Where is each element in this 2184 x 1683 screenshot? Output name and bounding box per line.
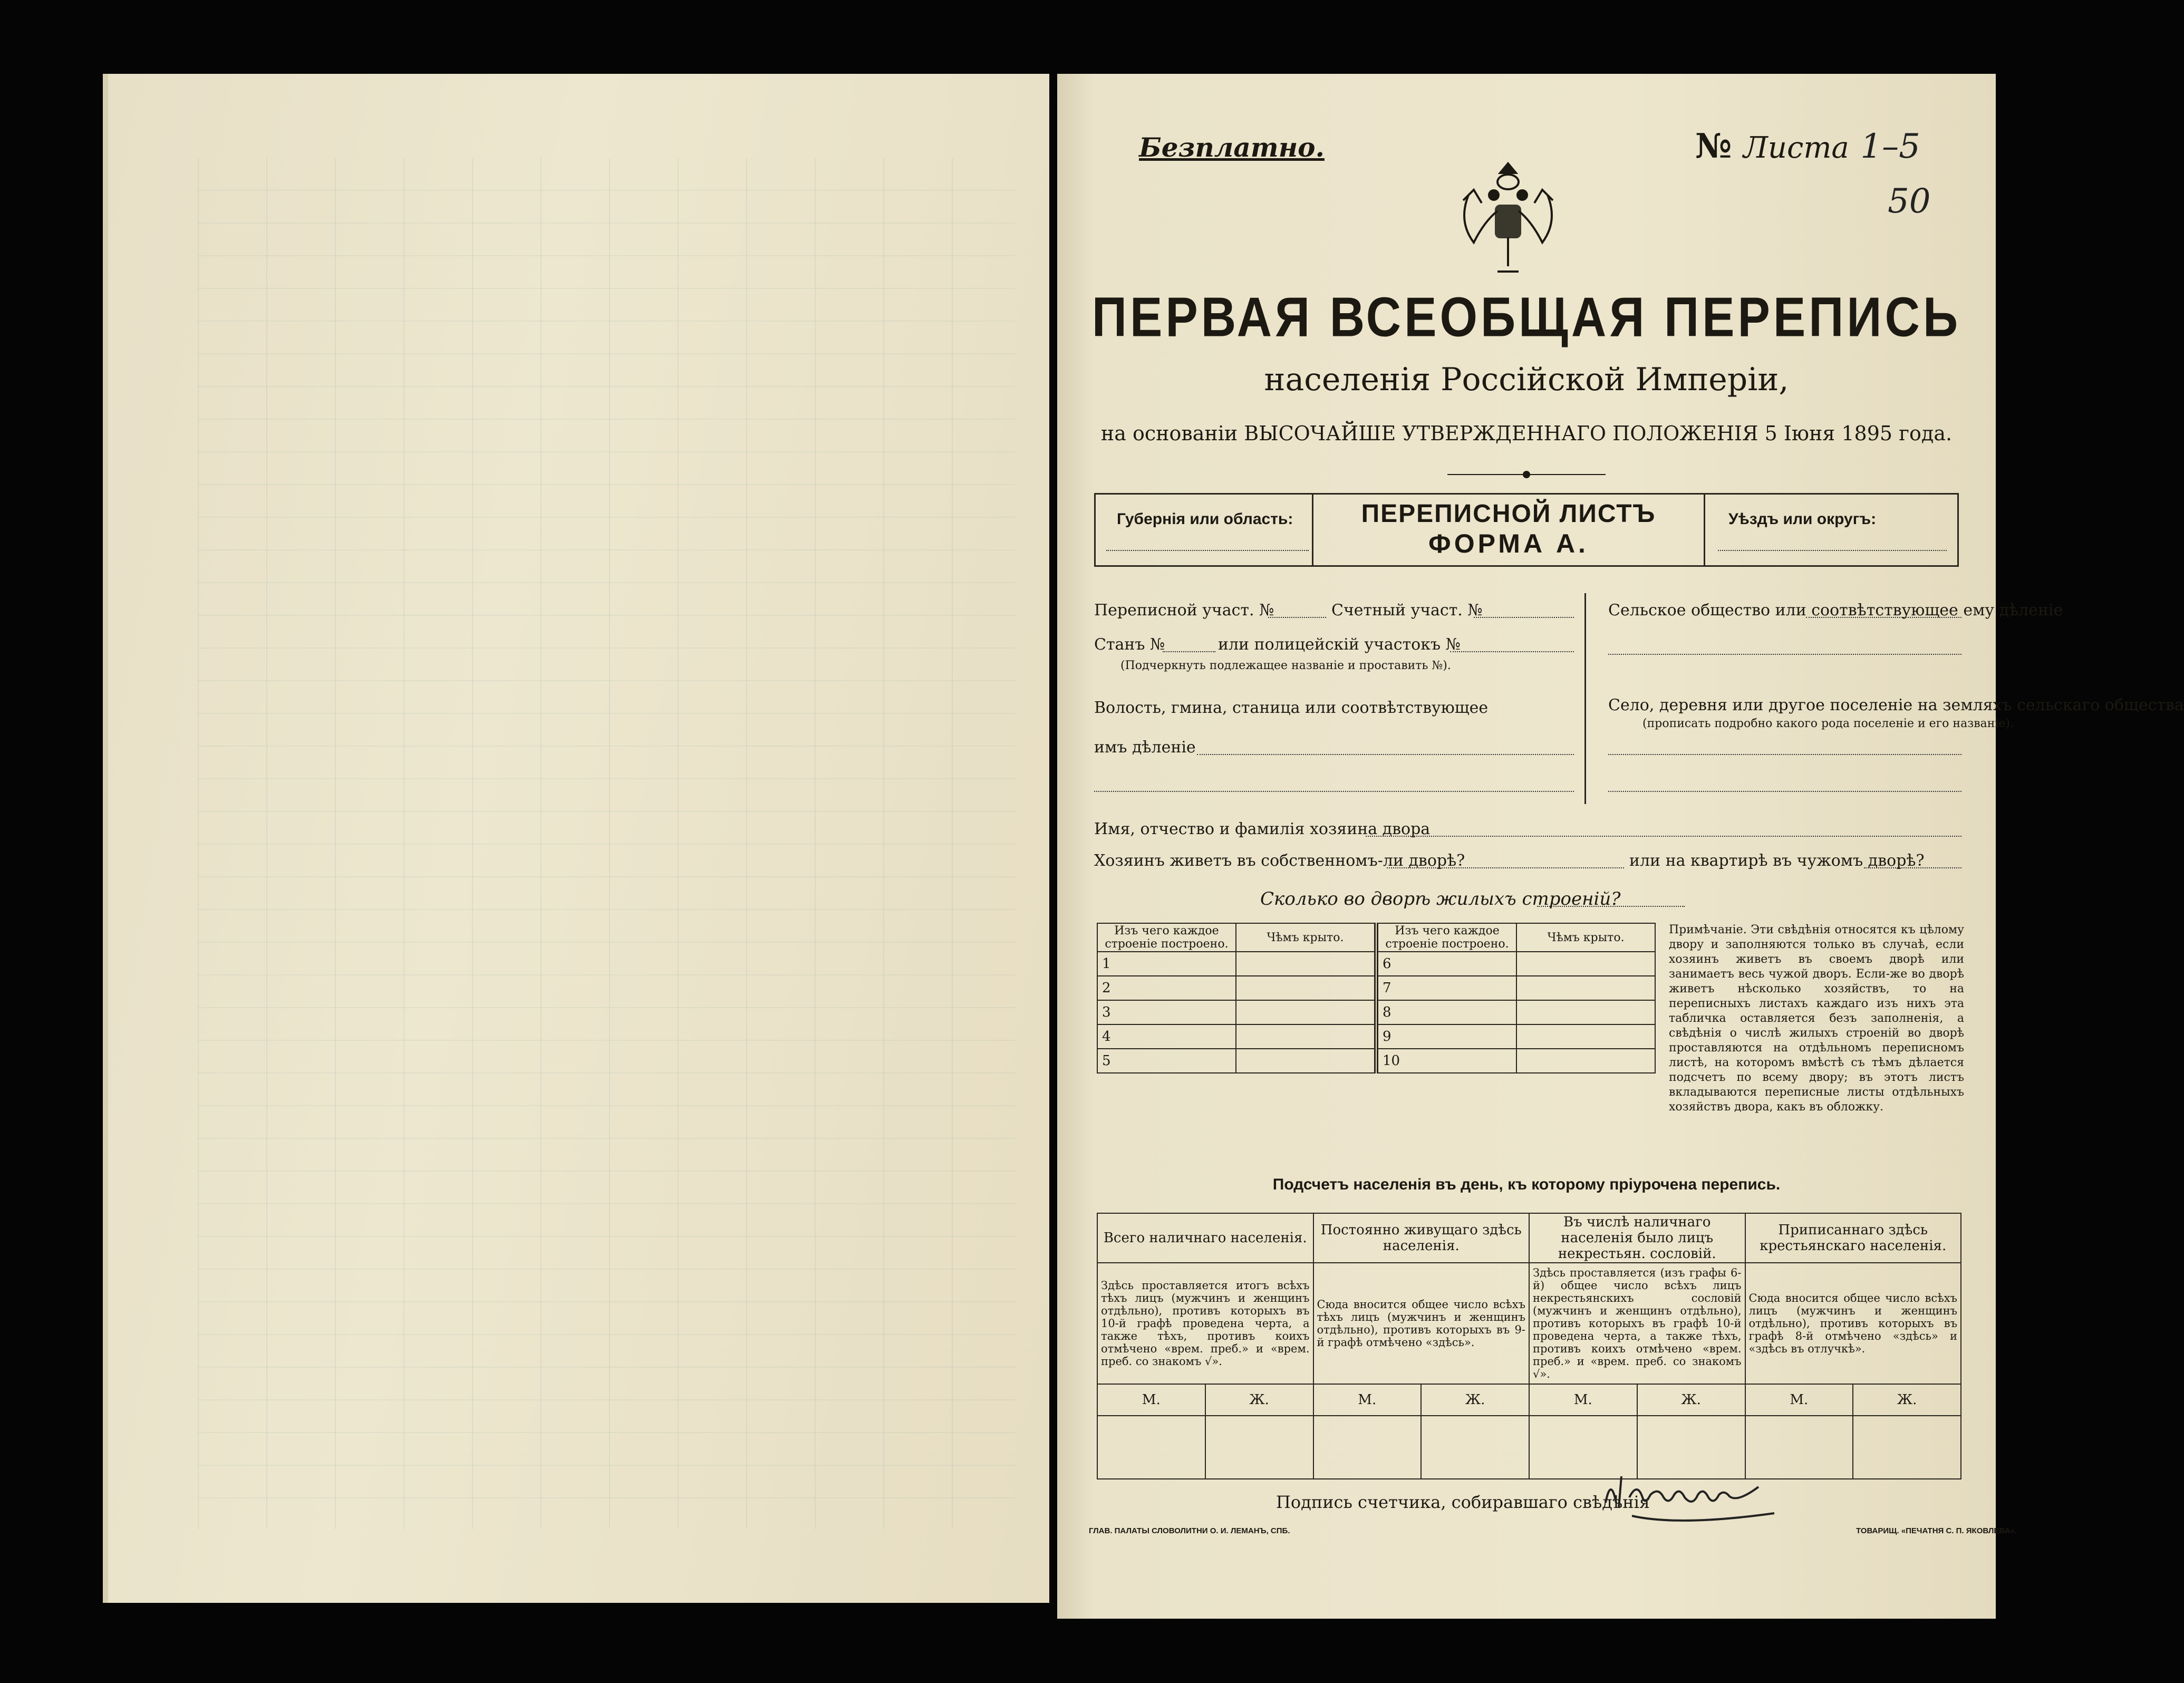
volost-label: Волость, гмина, станица или соотвѣтствующее [1094, 699, 1489, 717]
police-district-field[interactable] [1450, 651, 1574, 652]
volost-label-2: имъ дѣленіе [1094, 738, 1196, 757]
owner-own-yard-field[interactable] [1387, 867, 1624, 868]
roof-cell[interactable] [1236, 952, 1376, 976]
roof-cell[interactable] [1516, 976, 1655, 1000]
sheet-number-handwritten: 1–5 [1860, 127, 1920, 166]
col-material-right: Изъ чего каждое строеніе построено. [1376, 923, 1516, 952]
form-basis: на основаніи ВЫСОЧАЙШЕ УТВЕРЖДЕННАГО ПОЛОЖЕНІЯ 5 Іюня 1895 года. [1100, 422, 1953, 445]
police-district-label: или полицейскій участокъ № [1218, 635, 1461, 654]
roof-cell[interactable] [1516, 1000, 1655, 1024]
count-cell[interactable] [1313, 1416, 1422, 1479]
roof-cell[interactable] [1516, 1049, 1655, 1073]
owner-rented-label: или на квартирѣ въ чужомъ дворѣ? [1629, 852, 1925, 870]
male-header: М. [1313, 1384, 1422, 1416]
buildings-note: Примѣчаніе. Эти свѣдѣнія относятся къ цѣлому двору и заполняются только въ случаѣ, если хозяинъ живетъ въ своемъ дворѣ или занимаетъ весь чужой дворъ. Если-же во дворѣ живетъ нѣсколько хозяйствъ, то на переписныхъ листахъ каждаго изъ нихъ эта табличка оставляется безъ заполненія, а свѣдѣнія о числѣ жилыхъ строеній во дворѣ проставляются на отдѣльномъ переписномъ листѣ, на которомъ вмѣстѣ съ тѣмъ дѣлается подсчетъ по всему двору; въ этотъ листъ вкладываются переписные листы отдѣльныхъ хозяйствъ двора, какъ въ обложку. [1669, 923, 1964, 1114]
buildings-count-label: Сколько во дворѣ жилыхъ строеній? [1260, 888, 1621, 910]
show-through-grid [198, 158, 1015, 1529]
district-line[interactable] [1718, 550, 1947, 551]
count-cell[interactable] [1421, 1416, 1529, 1479]
census-form-page [1057, 74, 2184, 1619]
owner-name-field[interactable] [1366, 836, 1961, 837]
male-header: М. [1097, 1384, 1205, 1416]
form-type: ФОРМА А. [1428, 529, 1589, 558]
row-num: 4 [1097, 1024, 1236, 1049]
stan-label: Станъ № [1094, 635, 1165, 654]
group-title-peasant: Приписаннаго здѣсь крестьянскаго населенія. [1745, 1213, 1961, 1263]
group-title-total: Всего наличнаго населенія. [1097, 1213, 1313, 1263]
row-num: 9 [1376, 1024, 1516, 1049]
form-title: ПЕРВАЯ ВСЕОБЩАЯ ПЕРЕПИСЬ [1091, 286, 1961, 349]
count-cell[interactable] [1205, 1416, 1313, 1479]
counting-district-label: Счетный участ. № [1331, 601, 1483, 620]
printer-left: ГЛАВ. ПАЛАТЫ СЛОВОЛИТНИ О. И. ЛЕМАНЪ, СПБ. [1089, 1526, 1290, 1535]
col-material-left: Изъ чего каждое строеніе построено. [1097, 923, 1236, 952]
roof-cell[interactable] [1236, 976, 1376, 1000]
col-roof-left: Чѣмъ крыто. [1236, 923, 1376, 952]
census-district-label: Переписной участ. № [1094, 601, 1274, 620]
row-num: 8 [1376, 1000, 1516, 1024]
province-label: Губернія или область: [1117, 510, 1293, 528]
group-title-permanent: Постоянно живущаго здѣсь населенія. [1313, 1213, 1530, 1263]
province-line[interactable] [1106, 550, 1309, 551]
roof-cell[interactable] [1236, 1049, 1376, 1073]
village-note: (прописать подробно какого рода поселеніе и его названіе). [1642, 717, 2014, 730]
sheet-number-handwritten-2: 50 [1888, 182, 1931, 221]
female-header: Ж. [1205, 1384, 1313, 1416]
roof-cell[interactable] [1236, 1000, 1376, 1024]
signature-label: Подпись счетчика, собиравшаго свѣдѣнія [1276, 1492, 1650, 1512]
owner-name-label: Имя, отчество и фамилія хозяина двора [1094, 820, 1431, 838]
owner-rented-field[interactable] [1864, 867, 1961, 868]
group-desc-permanent: Сюда вносится общее число всѣхъ тѣхъ лицъ (мужчинъ и женщинъ отдѣльно), противъ которыхъ въ 9-й графѣ отмѣчено «здѣсь». [1313, 1263, 1530, 1384]
female-header: Ж. [1637, 1384, 1745, 1416]
buildings-table [1097, 923, 1656, 1073]
buildings-count-field[interactable] [1537, 906, 1685, 907]
row-num: 7 [1376, 976, 1516, 1000]
double-headed-eagle-emblem-icon [1447, 153, 1569, 285]
row-num: 10 [1376, 1049, 1516, 1073]
female-header: Ж. [1421, 1384, 1529, 1416]
roof-cell[interactable] [1516, 1024, 1655, 1049]
village-society-field-2[interactable] [1608, 654, 1961, 655]
volost-field[interactable] [1197, 754, 1574, 755]
count-heading: Подсчетъ населенія въ день, къ которому пріурочена перепись. [1272, 1176, 1781, 1193]
population-count-table [1097, 1213, 1961, 1479]
male-header: М. [1745, 1384, 1853, 1416]
village-society-field[interactable] [1806, 617, 1961, 618]
free-label: Безплатно. [1139, 132, 1325, 163]
row-num: 1 [1097, 952, 1236, 976]
owner-own-yard-label: Хозяинъ живетъ въ собственномъ-ли дворѣ? [1094, 852, 1465, 870]
group-desc-total: Здѣсь проставляется итогъ всѣхъ тѣхъ лицъ (мужчинъ и женщинъ отдѣльно), противъ которыхъ въ 10-й графѣ проведена черта, а также тѣхъ, противъ коихъ отмѣчено «врем. преб.» и «врем. преб. со знакомъ √». [1097, 1263, 1313, 1384]
roof-cell[interactable] [1516, 952, 1655, 976]
roof-cell[interactable] [1236, 1024, 1376, 1049]
census-district-field[interactable] [1268, 617, 1326, 618]
row-num: 2 [1097, 976, 1236, 1000]
row-num: 6 [1376, 952, 1516, 976]
sheet-number [1695, 127, 1920, 166]
village-field-2[interactable] [1608, 791, 1961, 792]
form-subtitle: населенія Россійской Имперіи, [1264, 361, 1789, 398]
volost-field-2[interactable] [1094, 791, 1574, 792]
stan-field[interactable] [1163, 651, 1215, 652]
form-header-box [1094, 493, 1959, 567]
left-page [103, 74, 1049, 1603]
male-header: М. [1529, 1384, 1637, 1416]
sheet-label: Листа [1743, 131, 1849, 165]
sheet-no-sign: № [1695, 127, 1732, 166]
form-name: ПЕРЕПИСНОЙ ЛИСТЪ [1361, 500, 1656, 528]
female-header: Ж. [1853, 1384, 1961, 1416]
group-title-nonpeasant: Въ числѣ наличнаго населенія было лицъ некрестьян. сословій. [1529, 1213, 1745, 1263]
enumerator-signature-icon [1600, 1466, 1785, 1529]
row-num: 3 [1097, 1000, 1236, 1024]
village-label: Село, деревня или другое поселеніе на земляхъ сельскаго общества [1608, 696, 2184, 714]
count-cell[interactable] [1853, 1416, 1961, 1479]
column-divider [1584, 593, 1586, 804]
ornament-divider-icon [1447, 469, 1606, 480]
district-label: Уѣздъ или округъ: [1728, 510, 1877, 528]
count-cell[interactable] [1097, 1416, 1205, 1479]
village-society-label: Сельское общество или соотвѣтствующее ему дѣленіе [1608, 601, 2063, 620]
counting-district-field[interactable] [1474, 617, 1574, 618]
stan-note: (Подчеркнуть подлежащее названіе и проставить №). [1120, 659, 1451, 672]
group-desc-nonpeasant: Здѣсь проставляется (изъ графы 6-й) общее число всѣхъ лицъ некрестьянскихъ сословій (мужчинъ и женщинъ отдѣльно), противъ которыхъ въ графѣ 10-й проведена черта, а также тѣхъ, противъ коихъ отмѣчено «врем. преб.» и «врем. преб. со знакомъ √». [1529, 1263, 1745, 1384]
group-desc-peasant: Сюда вносится общее число всѣхъ лицъ (мужчинъ и женщинъ отдѣльно), противъ которыхъ въ графѣ 8-й отмѣчено «здѣсь» и «здѣсь въ отлучкѣ». [1745, 1263, 1961, 1384]
row-num: 5 [1097, 1049, 1236, 1073]
col-roof-right: Чѣмъ крыто. [1516, 923, 1655, 952]
printer-right: ТОВАРИЩ. «ПЕЧАТНЯ С. П. ЯКОВЛЕВА». [1856, 1526, 2017, 1535]
village-field[interactable] [1608, 754, 1961, 755]
